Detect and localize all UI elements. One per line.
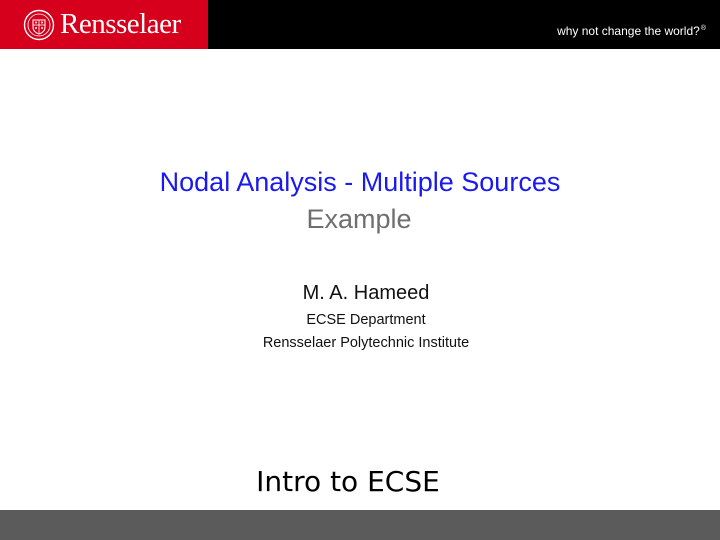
slide-subtitle: Example <box>306 204 412 234</box>
footer-bar <box>0 510 720 540</box>
department: ECSE Department <box>306 312 426 328</box>
institute: Rensselaer Polytechnic Institute <box>262 335 470 351</box>
tagline <box>557 24 706 38</box>
brand-name: Rensselaer <box>60 8 181 40</box>
course-name: Intro to ECSE <box>256 465 440 498</box>
author-name: M. A. Hameed <box>302 282 430 304</box>
brand-block <box>0 0 208 49</box>
rensselaer-seal-icon <box>23 9 55 41</box>
registered-mark: ® <box>700 25 706 32</box>
header-bar <box>0 0 720 49</box>
tagline-text: why not change the world? <box>557 24 700 38</box>
slide-title: Nodal Analysis - Multiple Sources <box>159 167 561 197</box>
